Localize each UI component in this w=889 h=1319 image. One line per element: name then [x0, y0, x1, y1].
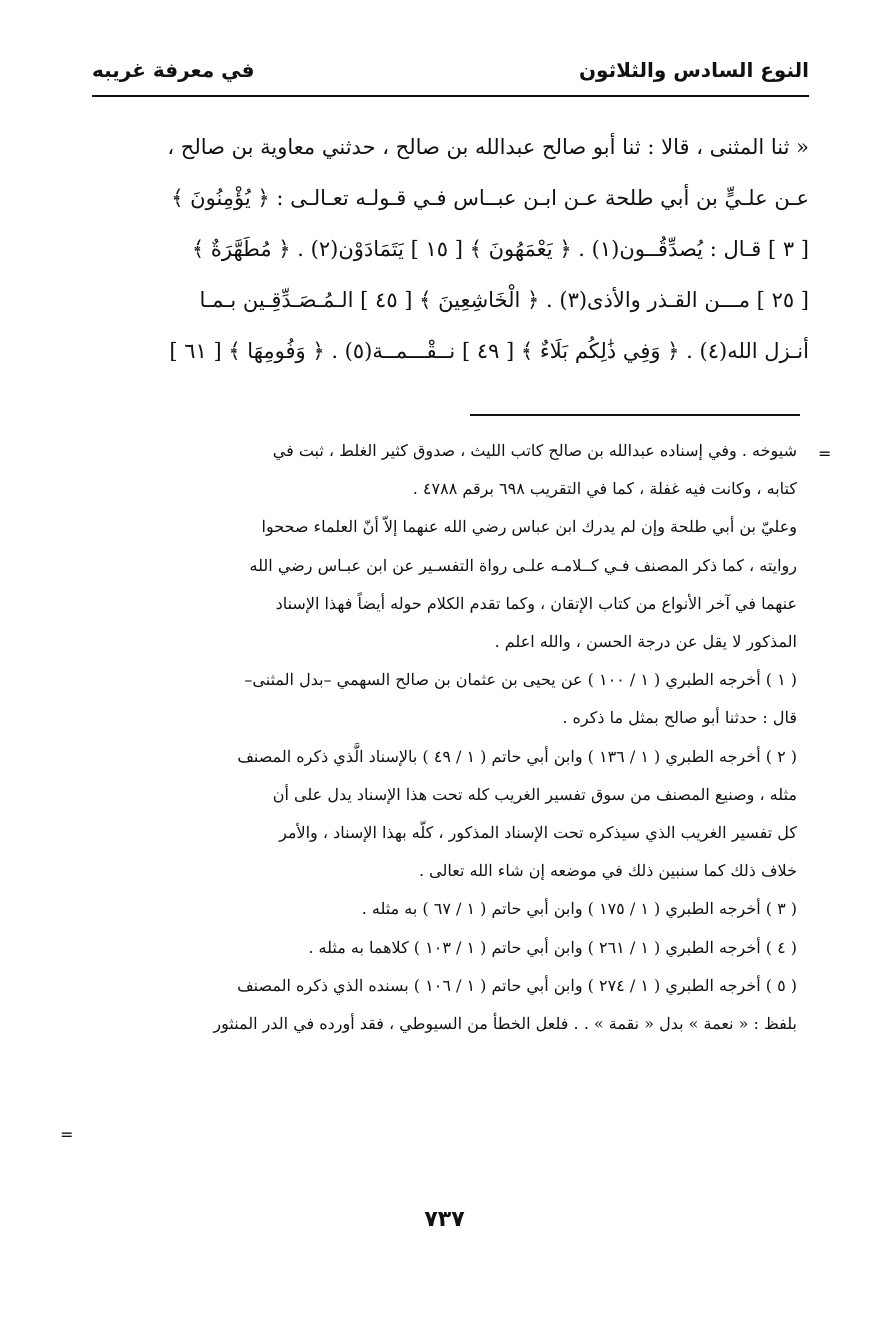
chapter-title: النوع السادس والثلاثون	[578, 58, 809, 82]
footnote-line: مثله ، وصنيع المصنف من سوق تفسير الغريب كله تحت هذا الإسناد يدل على أن	[272, 784, 797, 804]
footnotes	[92, 432, 797, 1043]
main-text	[92, 122, 809, 377]
footnote-continuation-mark: =	[60, 1125, 74, 1144]
page-number: ٧٣٧	[424, 1207, 465, 1232]
main-text-line: [ ٣ ] قـال : يُصدِّقُــون(١) . ﴿ يَعْمَهُونَ ﴾ [ ١٥ ] يَتَمَادَوْن(٢) . ﴿ مُطَهَّرَةٌ ﴾	[191, 237, 809, 261]
main-text-line: أنـزل الله(٤) . ﴿ وَفِي ذَٰلِكُم بَلَاءٌ ﴾ [ ٤٩ ] نــقْـــمــة(٥) . ﴿ وَفُومِهَا ﴾ [ ٦١ ]	[169, 339, 809, 363]
footnote-line: شيوخه . وفي إسناده عبدالله بن صالح كاتب الليث ، صدوق كثير الغلط ، ثبت في	[272, 441, 797, 460]
main-text-line: [ ٢٥ ] مـــن القـذر والأذى(٣) . ﴿ الْخَاشِعِينَ ﴾ [ ٤٥ ] الـمُـصَـدِّقِـين بـمـا	[199, 288, 809, 312]
footnote-line: روايته ، كما ذكر المصنف فـي كــلامـه علـى رواة التفسـير عن ابن عبـاس رضي الله	[249, 555, 797, 575]
footnote-line: كتابه ، وكانت فيه غفلة ، كما في التقريب ٦٩٨ برقم ٤٧٨٨ .	[412, 479, 797, 499]
footnote-line: قال : حدثنا أبو صالح بمثل ما ذكره .	[562, 708, 797, 728]
footnote-line: عنهما في آخر الأنواع من كتاب الإتقان ، وكما تقدم الكلام حوله أيضاً فهذا الإسناد	[275, 593, 797, 613]
footnote-line: بلفظ : « نعمة » بدل « نقمة » . . فلعل الخطأ من السيوطي ، فقد أورده في الدر المنثور	[213, 1014, 797, 1034]
footnote-3: ( ٣ ) أخرجه الطبري ( ١ / ١٧٥ ) وابن أبي حاتم ( ١ / ٦٧ ) به مثله .	[361, 899, 797, 919]
main-text-line: عـن علـيٍّ بن أبي طلحة عـن ابـن عبــاس فـي قـولـه تعـالـى : ﴿ يُؤْمِنُونَ ﴾	[171, 186, 809, 210]
footnote-line: وعليّ بن أبي طلحة وإن لم يدرك ابن عباس رضي الله عنهما إلاّ أنّ العلماء صححوا	[261, 517, 797, 537]
footnote-1: ( ١ ) أخرجه الطبري ( ١ / ١٠٠ ) عن يحيى بن عثمان بن صالح السهمي –بدل المثنى–	[244, 670, 797, 690]
running-header	[92, 50, 809, 90]
main-text-line: « ثنا المثنى ، قالا : ثنا أبو صالح عبدالله بن صالح ، حدثني معاوية بن صالح ،	[167, 135, 809, 159]
footnote-line: المذكور لا يقل عن درجة الحسن ، والله اعلم .	[494, 632, 797, 652]
footnote-2: ( ٢ ) أخرجه الطبري ( ١ / ١٣٦ ) وابن أبي حاتم ( ١ / ٤٩ ) بالإسناد الَّذي ذكره المصنف	[237, 746, 797, 766]
footnote-4: ( ٤ ) أخرجه الطبري ( ١ / ٢٦١ ) وابن أبي حاتم ( ١ / ١٠٣ ) كلاهما به مثله .	[308, 937, 797, 957]
footnote-line: كل تفسير الغريب الذي سيذكره تحت الإسناد المذكور ، كلّه بهذا الإسناد ، والأمر	[279, 823, 797, 843]
footnote-line: خلاف ذلك كما سنبين ذلك في موضعه إن شاء الله تعالى .	[419, 861, 797, 881]
footnote-separator	[470, 414, 800, 416]
section-title: في معرفة غريبه	[92, 58, 255, 82]
footnote-continuation-mark: =	[818, 444, 832, 463]
footnote-5: ( ٥ ) أخرجه الطبري ( ١ / ٢٧٤ ) وابن أبي حاتم ( ١ / ١٠٦ ) بسنده الذي ذكره المصنف	[237, 975, 797, 995]
header-rule	[92, 95, 809, 97]
